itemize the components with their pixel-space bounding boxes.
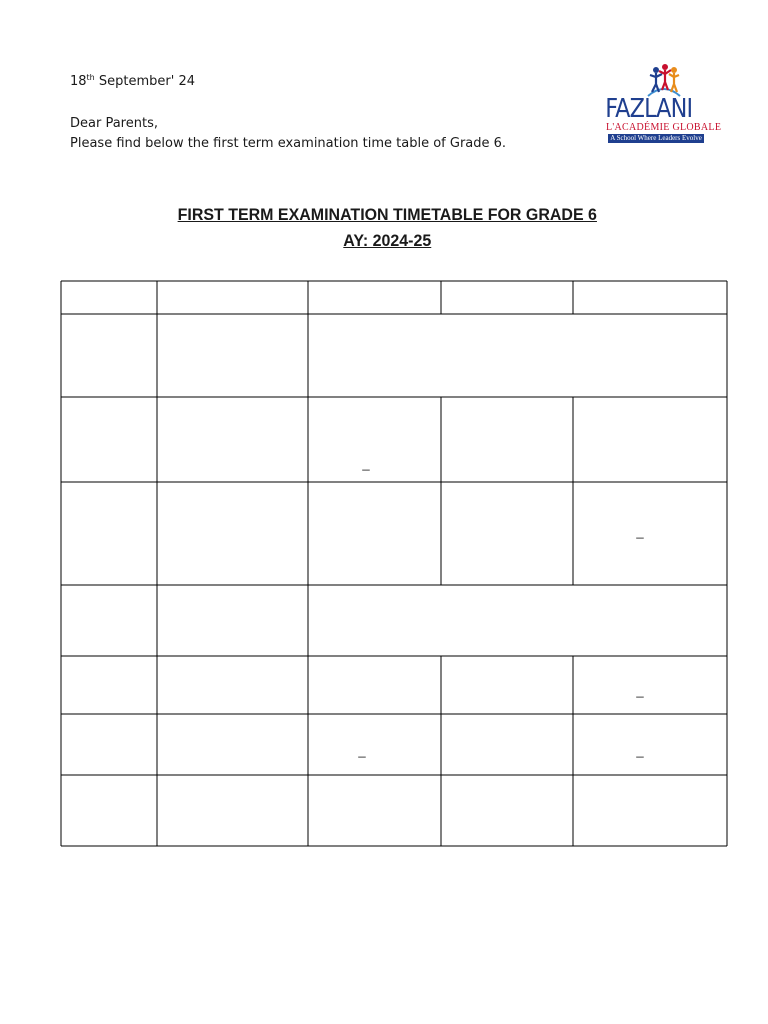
date-rest: September' 24	[94, 74, 196, 89]
table-cell-dash: _	[636, 743, 644, 758]
date-day: 18	[70, 74, 87, 89]
logo-subtitle: L'ACADÉMIE GLOBALE	[606, 122, 722, 133]
table-cell-dash: _	[362, 456, 370, 471]
intro-text: Please find below the first term examination time table of Grade 6.	[70, 136, 507, 151]
greeting: Dear Parents,	[70, 116, 158, 131]
table-cell-dash: _	[358, 743, 366, 758]
table-cell-dash: _	[636, 683, 644, 698]
logo-name: FAZLANI	[605, 94, 693, 124]
date-suffix: th	[86, 73, 95, 82]
logo-tagline: A School Where Leaders Evolve	[608, 134, 704, 143]
table-cell-dash: _	[636, 524, 644, 539]
academic-year: AY: 2024-25	[343, 231, 432, 250]
document-title: FIRST TERM EXAMINATION TIMETABLE FOR GRADE 6	[177, 205, 597, 224]
